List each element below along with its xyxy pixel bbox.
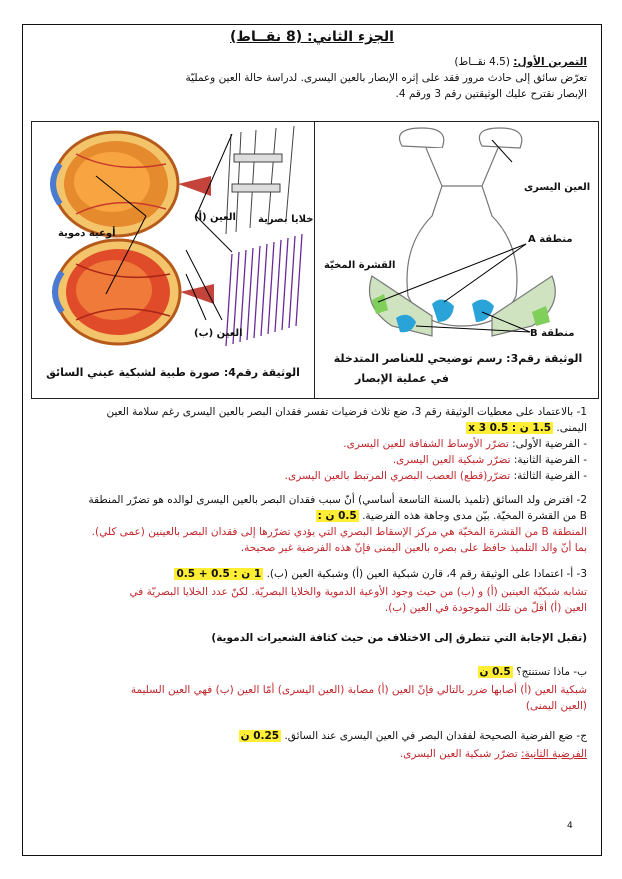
label-zone-b: منطقة B [530,328,575,339]
label-left-eye: العين اليسرى [524,182,591,193]
q3b-answer-2: (العين اليمنى) [525,700,587,712]
q1-hypothesis-2 [37,453,587,467]
doc3-caption-1: الوثيقة رقم3: رسم توضيحي للعناصر المتدخلة [333,352,583,365]
q3a-answer-1: تشابه شبكيّة العينين (أ) و (ب) من حيث وجود الأوعية الدموية والخلايا البصريّة. لكنّ عدد الخلايا البصريّة في [129,586,587,598]
q3a-answer-2: العين (أ) أقلّ من تلك الموجودة في العين (ب). [384,602,587,614]
q3b-score: 0.5 ن [479,666,511,678]
q3c-score: 0.25 ن [240,730,280,742]
doc3-caption-2: في عملية الإبصار [355,372,449,385]
exercise-points: (4.5 نقــاط) [454,56,510,68]
h3-label: - الفرضية الثالثة: [513,470,587,482]
q3c-answer [37,747,587,761]
exercise-title: التمرين الأول: [513,56,587,68]
label-eye-b: العين (ب) [194,328,243,339]
figure-box [31,121,599,399]
q1-text-2-row [37,421,587,435]
retina-photo-figure [36,124,312,356]
exercise-heading [37,55,587,69]
label-blood-vessels: أوعية دموية [58,228,116,239]
q2-text-2: B من القشرة المخيّة. بيّن مدى وجاهة هذه الفرضية. [362,510,587,522]
q3-note: (تقبل الإجابة التي تتطرق إلى الاختلاف من حيث كثافة الشعيرات الدموية) [211,632,587,644]
q1-score: 1.5 ن : 0.5 x 3 [468,422,552,434]
q3b-row [37,665,587,679]
q3b-answer-1: شبكية العين (أ) أصابها ضرر بالتالي فإنّ العين (أ) مصابة (العين اليسرى) أمّا العين (ب) فهي العين السليمة [130,684,587,696]
h3-text: تضرّر(قطع) العصب البصري المرتبط بالعين اليسرى. [284,470,511,482]
q1-text-2: اليمنى. [556,422,587,434]
label-eye-a: العين (أ) [194,212,236,223]
page-number: 4 [567,821,573,831]
exercise-intro-2: الإبصار نقترح عليك الوثيقتين رقم 3 ورقم 4. [395,88,587,100]
q3a-score: 1 ن : 0.5 + 0.5 [176,568,262,580]
exam-page [22,24,602,856]
q1-text-1: 1- بالاعتماد على معطيات الوثيقة رقم 3، ضع ثلاث فرضيات تفسر فقدان البصر بالعين اليسرى رغم سلامة العين [106,406,587,418]
q1-hypothesis-3 [37,469,587,483]
h1-text: تضرّر الأوساط الشفافة للعين اليسرى. [343,438,509,450]
doc4-caption: الوثيقة رقم4: صورة طبية لشبكية عيني السائق [46,366,300,379]
q3a-row [37,567,587,581]
q3c-answer-text: تضرّر شبكية العين اليسرى. [399,748,518,760]
eye-b-drawing [55,240,214,344]
q3c-answer-label: الفرضية الثانية: [520,748,587,760]
eye-a-drawing [53,132,211,236]
figure-divider [314,122,315,398]
h1-label: - الفرضية الأولى: [512,438,587,450]
label-cortex: القشرة المخيّة [324,260,396,271]
label-visual-cells: خلايا بصرية [258,214,314,225]
h2-label: - الفرضية الثانية: [513,454,587,466]
q2-text-2-row [37,509,587,523]
q2-answer-1: المنطقة B من القشرة المخيّة هي مركز الإسقاط البصري التي يؤدي تضرّرها إلى فقدان البصر بالعينين (عمى كلي). [91,526,587,538]
q3b-text: ب- ماذا تستنتج؟ [516,666,587,678]
h2-text: تضرّر شبكية العين اليسرى. [392,454,511,466]
q3a-text: 3- أ- اعتمادا على الوثيقة رقم 4، قارن شبكية العين (أ) وشبكية العين (ب). [266,568,587,580]
q2-score: 0.5 ن : [317,510,357,522]
q1-hypothesis-1 [37,437,587,451]
q2-answer-2: بما أنّ والد التلميذ حافظ على بصره بالعين اليمنى فإنّ هذه الفرضية غير صحيحة. [240,542,587,554]
q2-text-1: 2- افترض ولد السائق (تلميذ بالسنة التاسعة أساسي) أنّ سبب فقدان البصر بالعين اليسرى لوالده هو تضرّر المنطقة [88,494,587,506]
part-title: الجزء الثاني: (8 نقــاط) [230,29,394,45]
exercise-intro-1: تعرّض سائق إلى حادث مرور فقد على إثره الإبصار بالعين اليسرى. لدراسة حالة العين وعمليّة [185,72,587,84]
q3c-text: ج- ضع الفرضية الصحيحة لفقدان البصر في العين اليسرى عند السائق. [284,730,587,742]
q3c-row [37,729,587,743]
label-zone-a: منطقة A [528,234,573,245]
